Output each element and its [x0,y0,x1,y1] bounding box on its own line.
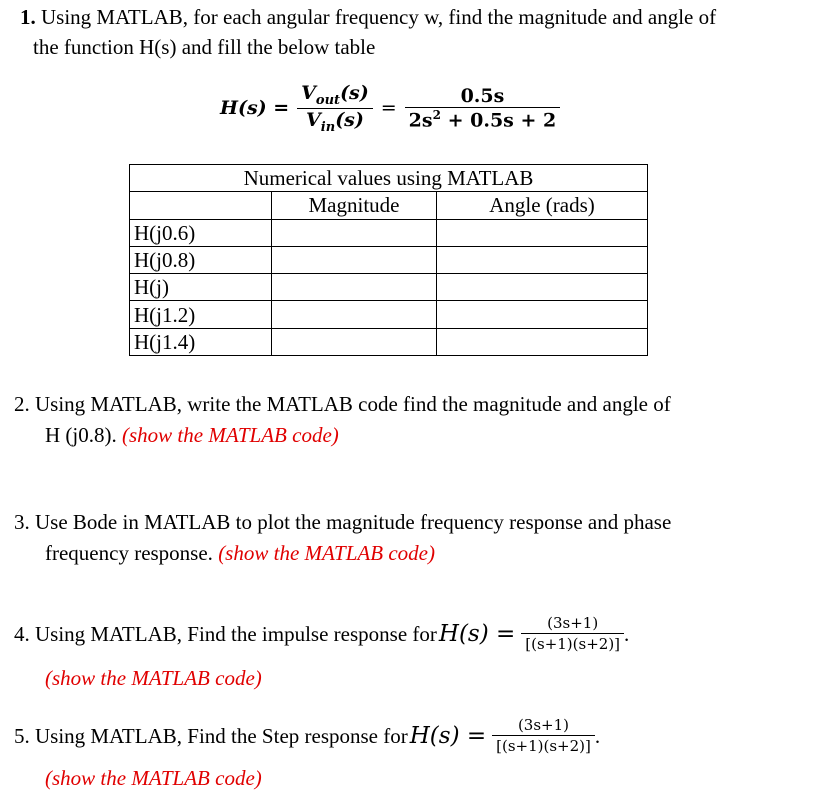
table-header-magnitude: Magnitude [272,192,437,219]
table-row-label: H(j0.6) [130,219,272,246]
question-3-line1: 3. Use Bode in MATLAB to plot the magnitude frequency response and phase [14,510,672,534]
question-5-denominator: [(s+1)(s+2)] [496,737,591,755]
table-row-label: H(j0.8) [130,246,272,273]
equation-fraction-1-denominator [302,109,368,135]
question-5-line1 [14,715,600,756]
equation-fraction-1-numerator [297,82,373,108]
vin-v: V [306,108,321,131]
table-row-label: H(j) [130,274,272,301]
question-3-text: frequency response. [45,541,219,565]
table-row-label: H(j1.2) [130,301,272,328]
question-1-line1 [20,2,716,32]
vin-sub: in [320,119,336,135]
question-5-text: 5. Using MATLAB, Find the Step response for [14,723,408,748]
question-2-line2 [45,420,339,450]
vin-tail: (s) [335,108,364,131]
question-2-text: H (j0.8). [45,423,122,447]
question-4-denominator: [(s+1)(s+2)] [525,635,621,653]
question-2-line1: 2. Using MATLAB, write the MATLAB code find the magnitude and angle of [14,392,671,416]
question-4-period: . [624,621,630,646]
table-title-row [130,165,648,192]
vout-sub: out [315,92,341,108]
transfer-function-equation [220,82,560,135]
equation-fraction-1 [297,82,373,135]
vout-tail: (s) [340,82,369,104]
vout-v: V [301,82,316,104]
table-row-label: H(j1.4) [130,328,272,355]
table-row [130,246,648,273]
magnitude-cell[interactable] [272,219,437,246]
question-1-number: 1. [20,5,36,29]
question-3-line2 [45,538,435,568]
equation-fraction-2-denominator [405,108,561,131]
question-4-text: 4. Using MATLAB, Find the impulse response for [14,621,437,646]
question-3-hint: (show the MATLAB code) [218,541,435,565]
table-row [130,274,648,301]
table-header-angle: Angle (rads) [437,192,648,219]
table-title: Numerical values using MATLAB [130,165,648,192]
question-5-fraction [492,715,595,756]
question-1-text: Using MATLAB, for each angular frequency w, find the magnitude and angle of [35,5,717,29]
table-row [130,301,648,328]
den-exponent: 2 [432,108,441,123]
question-4-line1 [14,613,629,654]
question-5-period: . [594,723,601,748]
equation-lhs: H(s) = [220,97,290,120]
magnitude-cell[interactable] [272,328,437,355]
angle-cell[interactable] [437,274,648,301]
question-5-numerator: (3s+1) [517,716,570,734]
angle-cell[interactable] [437,219,648,246]
equation-equals: = [380,97,397,120]
magnitude-cell[interactable] [272,246,437,273]
question-1-line2: the function H(s) and fill the below table [33,35,376,59]
question-5-hint: (show the MATLAB code) [45,766,262,790]
question-4-numerator: (3s+1) [547,614,599,632]
angle-cell[interactable] [437,246,648,273]
equation-fraction-2 [405,85,561,131]
question-2-hint: (show the MATLAB code) [122,423,339,447]
question-4-hint: (show the MATLAB code) [45,666,262,690]
table-row [130,328,648,355]
values-table [129,164,648,356]
den-term-a: 2s [408,109,433,132]
table-header-empty [130,192,272,219]
question-5-function: H(s) = [409,722,487,749]
equation-fraction-2-numerator: 0.5s [460,85,505,108]
question-4-function: H(s) = [438,620,516,647]
question-4-fraction [521,613,624,654]
magnitude-cell[interactable] [272,301,437,328]
magnitude-cell[interactable] [272,274,437,301]
angle-cell[interactable] [437,328,648,355]
table-header-row [130,192,648,219]
den-term-b: + 0.5s + 2 [440,109,557,132]
angle-cell[interactable] [437,301,648,328]
table-row [130,219,648,246]
